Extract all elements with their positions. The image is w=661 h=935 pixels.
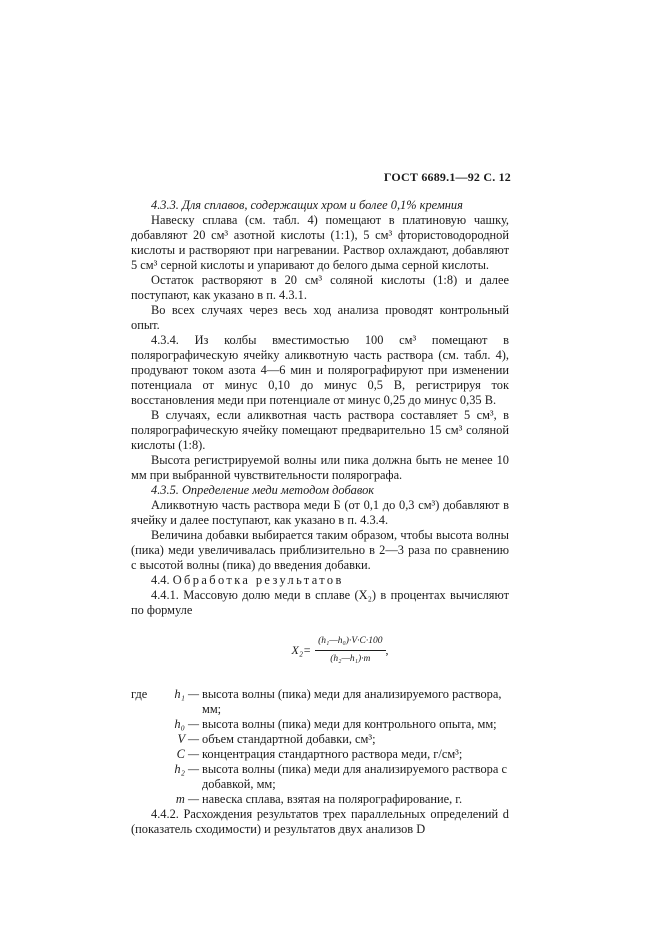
- definition-row: [131, 762, 509, 792]
- definition-text: объем стандартной добавки, см³;: [202, 732, 376, 746]
- section-4-3-4: 4.3.4. Из колбы вместимостью 100 см³ помещают в полярографическую ячейку аликвотную часть раствора (см. табл. 4), продувают током азота 4—6 мин и полярографируют при изменении потенциала от минус 0,10 до минус 0,5 В, регистрируя ток восстановления меди при потенциале от минус 0,25 до минус 0,35 В.: [131, 333, 509, 407]
- section-4-4-1: 4.4.1. Массовую долю меди в сплаве (X₂) в процентах вычисляют по формуле: [131, 588, 509, 617]
- definition-row: [131, 717, 509, 732]
- definition-lead: где: [131, 687, 148, 701]
- definition-lead: [131, 747, 157, 762]
- definition-lead: [131, 792, 157, 807]
- definition-lead: [131, 732, 157, 747]
- section-4-3-3-paragraph-1: Навеску сплава (см. табл. 4) помещают в платиновую чашку, добавляют 20 см³ азотной кислоты (1:1), 5 см³ фтористоводородной кислоты и растворяют при нагревании. Раствор охлаждают, добавляют 5 см³ серной кислоты и упаривают до белого дыма серной кислоты.: [131, 213, 509, 272]
- formula: [171, 634, 509, 667]
- definition-text: навеска сплава, взятая на полярографирование, г.: [202, 792, 463, 806]
- definition-symbol: V —: [177, 732, 199, 746]
- definition-lead: [131, 762, 157, 792]
- page-header: ГОСТ 6689.1—92 С. 12: [383, 170, 511, 184]
- formula-denominator: (h₂—h₁)·m: [330, 654, 371, 664]
- definition-text: концентрация стандартного раствора меди, г/см³;: [202, 747, 463, 761]
- formula-numerator: (h₁—h₀)·V·C·100: [315, 634, 385, 651]
- definition-text: высота волны (пика) меди для анализируемого раствора, мм;: [202, 687, 502, 716]
- section-4-3-4-paragraph-2: В случаях, если аликвотная часть раствора составляет 5 см³, в полярографическую ячейку помещают предварительно 15 см³ соляной кислоты (1:8).: [131, 408, 509, 452]
- definition-symbol: h₀ —: [174, 717, 199, 731]
- section-4-3-5-paragraph-2: Величина добавки выбирается таким образом, чтобы высота волны (пика) меди увеличивалась приблизительно в 2—3 раза по сравнению с высотой волны (пика) до введения добавки.: [131, 528, 509, 572]
- definition-text: высота волны (пика) меди для контрольного опыта, мм;: [202, 717, 497, 731]
- definition-lead: [131, 717, 157, 732]
- section-4-4-2: 4.4.2. Расхождения результатов трех параллельных определений d (показатель сходимости) и результатов двух анализов D: [131, 807, 509, 836]
- definition-row: [131, 792, 509, 807]
- section-4-3-4-paragraph-3: Высота регистрируемой волны или пика должна быть не менее 10 мм при выбранной чувствительности полярографа.: [131, 453, 509, 482]
- section-4-4-heading: [131, 573, 509, 588]
- definition-row: [131, 747, 509, 762]
- definition-row: [131, 732, 509, 747]
- section-4-3-3-title: 4.3.3. Для сплавов, содержащих хром и более 0,1% кремния: [151, 198, 463, 212]
- section-4-4-number: 4.4.: [151, 573, 170, 587]
- definition-symbol: m —: [175, 792, 199, 806]
- definition-text: высота волны (пика) меди для анализируемого раствора с добавкой, мм;: [202, 762, 507, 791]
- definition-symbol: h₁ —: [174, 687, 199, 701]
- formula-lhs: X₂=: [291, 643, 312, 657]
- definitions-list: [131, 687, 509, 807]
- definition-row: [131, 687, 509, 717]
- section-4-3-5-title: 4.3.5. Определение меди методом добавок: [151, 483, 375, 497]
- section-4-3-3-paragraph-2: Остаток растворяют в 20 см³ соляной кислоты (1:8) и далее поступают, как указано в п. 4.3.1.: [131, 273, 509, 302]
- definition-symbol: C —: [176, 747, 199, 761]
- formula-tail: ,: [385, 643, 389, 657]
- section-4-3-5-paragraph-1: Аликвотную часть раствора меди Б (от 0,1 до 0,3 см³) добавляют в ячейку и далее поступают, как указано в п. 4.3.4.: [131, 498, 509, 527]
- formula-fraction: [315, 634, 385, 667]
- section-4-3-3-paragraph-3: Во всех случаях через весь ход анализа проводят контрольный опыт.: [131, 303, 509, 332]
- definition-symbol: h₂ —: [174, 762, 199, 776]
- document-body: [131, 198, 509, 837]
- section-4-4-title: Обработка результатов: [172, 573, 344, 587]
